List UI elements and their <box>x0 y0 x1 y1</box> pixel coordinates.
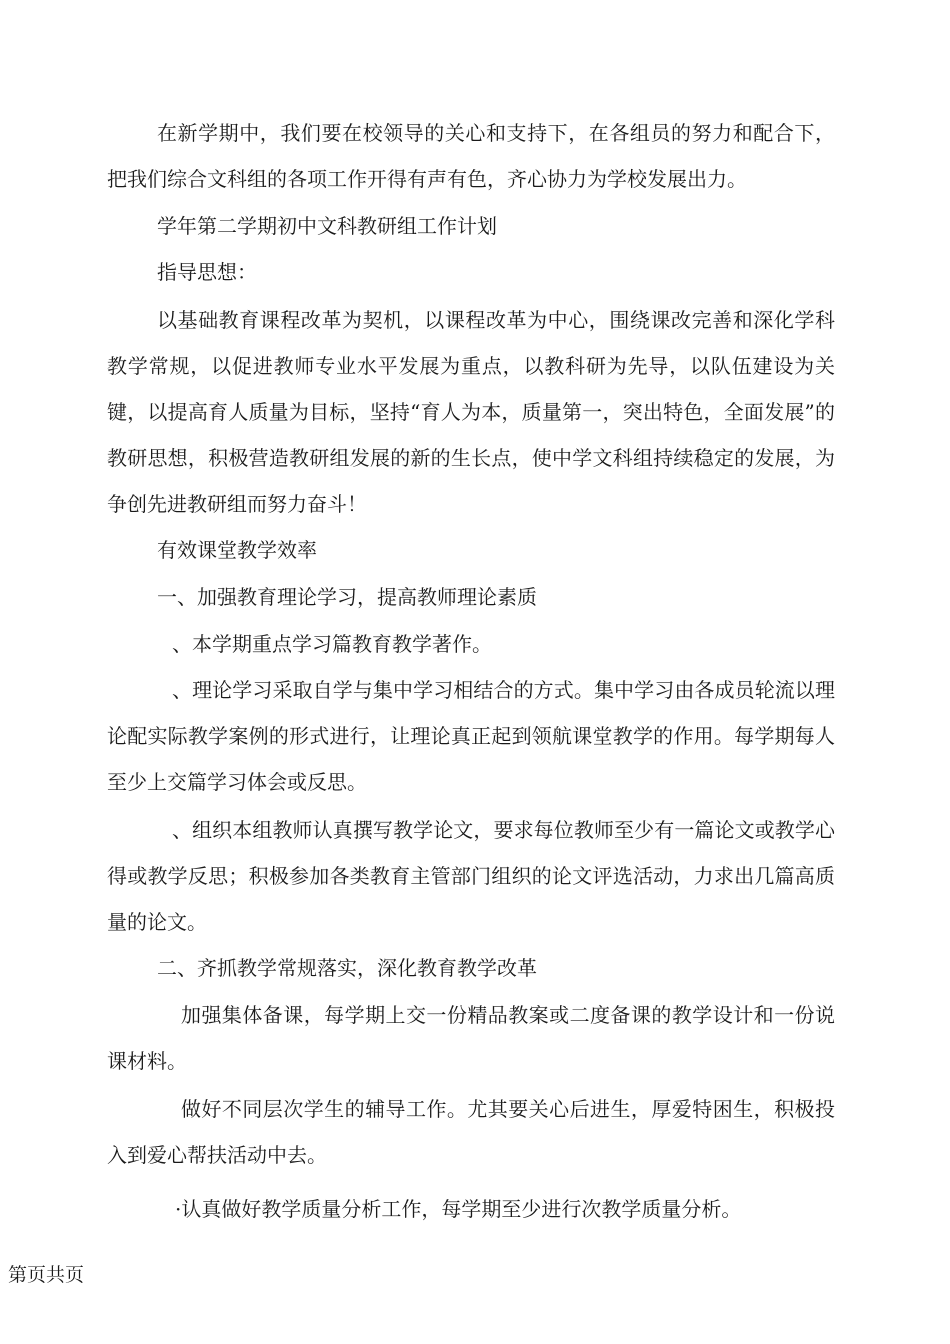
efficiency-heading: 有效课堂教学效率 <box>157 538 317 562</box>
list-item-study-method: 、理论学习采取自学与集中学习相结合的方式。集中学习由各成员轮流以理论配实际教学案例的形式进行，让理论真正起到领航课堂教学的作用。每学期每人至少上交篇学习体会或反思。 <box>107 678 835 794</box>
guiding-thought-paragraph: 以基础教育课程改革为契机，以课程改革为中心，围绕课改完善和深化学科教学常规，以促进教师专业水平发展为重点，以教科研为先导，以队伍建设为关键，以提高育人质量为目标，坚持“育人为本，质量第一，突出特色，全面发展”的教研思想，积极营造教研组发展的新的生长点，使中学文科组持续稳定的发展，为争创先进教研组而努力奋斗！ <box>107 308 835 516</box>
section-two-heading: 二、齐抓教学常规落实，深化教育教学改革 <box>157 956 537 980</box>
list-item-quality-analysis: ·认真做好教学质量分析工作，每学期至少进行次教学质量分析。 <box>175 1197 742 1221</box>
intro-paragraph: 在新学期中，我们要在校领导的关心和支持下，在各组员的努力和配合下，把我们综合文科组的各项工作开得有声有色，齐心协力为学校发展出力。 <box>107 121 835 191</box>
list-item-lesson-prep: 加强集体备课，每学期上交一份精品教案或二度备课的教学设计和一份说课材料。 <box>107 1003 835 1073</box>
list-item-tutoring: 做好不同层次学生的辅导工作。尤其要关心后进生，厚爱特困生，积极投入到爱心帮扶活动中去。 <box>107 1097 835 1167</box>
list-item-study-works: 、本学期重点学习篇教育教学著作。 <box>172 632 492 656</box>
section-one-heading: 一、加强教育理论学习，提高教师理论素质 <box>157 585 537 609</box>
guiding-thought-label: 指导思想： <box>157 260 257 284</box>
page-footer: 第页共页 <box>8 1264 85 1286</box>
plan-heading: 学年第二学期初中文科教研组工作计划 <box>157 214 497 238</box>
list-item-writing-papers: 、组织本组教师认真撰写教学论文，要求每位教师至少有一篇论文或教学心得或教学反思；积极参加各类教育主管部门组织的论文评选活动，力求出几篇高质量的论文。 <box>107 818 835 934</box>
